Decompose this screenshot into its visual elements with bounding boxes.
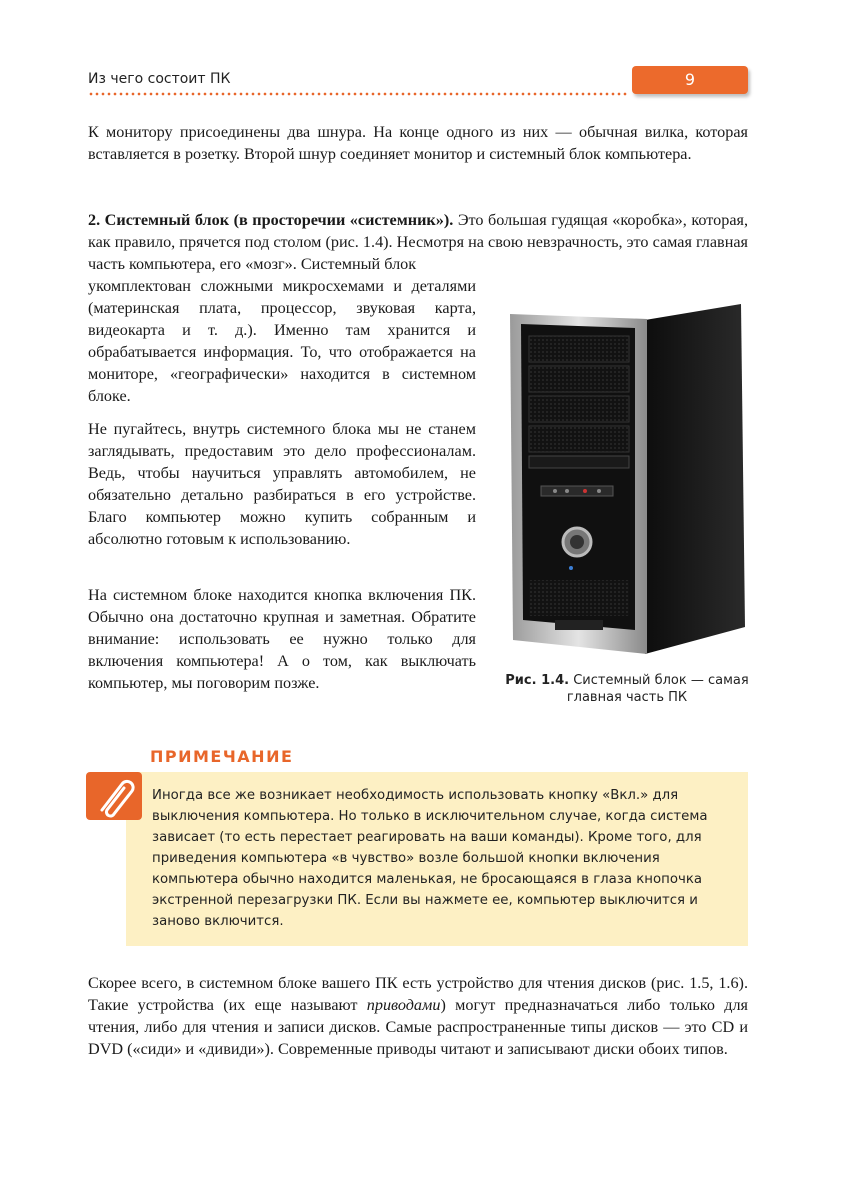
paragraph-drives (88, 972, 748, 1060)
drive-bays (529, 336, 629, 468)
drives-text-start: Скорее всего, в системном блоке вашего ПК есть устройство для чтения дисков (рис. 1.5, 1.6). Такие устройства (их еще называют (88, 974, 748, 1014)
page-number-badge: 9 (632, 66, 748, 94)
paragraph-system-block (88, 209, 748, 275)
paragraph-power-button: На системном блоке находится кнопка включения ПК. Обычно она достаточно крупная и заметная. Обратите внимание: использовать ее нужно только для включения компьютера! А о том, как выключать компьютер, мы поговорим позже. (88, 586, 476, 692)
note-title: ПРИМЕЧАНИЕ (150, 747, 294, 766)
running-header-title: Из чего состоит ПК (88, 71, 231, 87)
paragraph-dont-fear: Не пугайтесь, внутрь системного блока мы не станем заглядывать, предоставим это дело профессионалам. Ведь, чтобы научиться управлять автомобилем, не обязательно детально разбираться в его устройстве. Благо компьютер можно купить собранным и абсолютно готовым к использованию. (88, 420, 476, 548)
system-block-text: Это большая гудящая «коробка», которая, как правило, прячется под столом (рис. 1.4). Несмотря на свою невзрачность, это самая главная часть компьютера, его «мозг». Системный блок (88, 211, 749, 273)
paragraph-intro: К монитору присоединены два шнура. На конце одного из них — обычная вилка, которая вставляется в розетку. Второй шнур соединяет монитор и системный блок компьютера. (88, 123, 748, 163)
drives-text-end: ) могут предназначаться либо только для чтения, либо для чтения и записи дисков. Самые распространенные типы дисков — это CD и DVD («сиди» и «дивиди»). Современные приводы читают и записывают диски обоих типов. (88, 996, 748, 1058)
drives-term-italic: приводами (366, 996, 441, 1014)
header-dotted-rule (88, 92, 628, 96)
computer-tower-image (505, 302, 750, 657)
paperclip-icon (84, 770, 144, 822)
figure-caption (492, 672, 762, 706)
figure-caption-label: Рис. 1.4. (505, 673, 570, 688)
paragraph-system-block-continued: укомплектован сложными микросхемами и деталями (материнская плата, процессор, звуковая карта, видеокарта и т. д.). Именно там хранится и обрабатывается информация. То, что отображается на мониторе, «географически» находится в системном блоке. (88, 277, 476, 405)
note-text: Иногда все же возникает необходимость использовать кнопку «Вкл.» для выключения компьютера. Но только в исключительном случае, когда система зависает (то есть перестает реагировать на ваши команды). Кроме того, для приведения компьютера «в чувство» возле большой кнопки включения компьютера обычно находится маленькая, не бросающаяся в глаза кнопочка экстренной перезагрузки ПК. Если вы нажмете ее, компьютер выключится и заново включится. (152, 788, 708, 929)
figure-caption-text: Системный блок — самая главная часть ПК (566, 673, 749, 705)
system-block-heading: 2. Системный блок (в просторечии «системник»). (88, 211, 454, 229)
